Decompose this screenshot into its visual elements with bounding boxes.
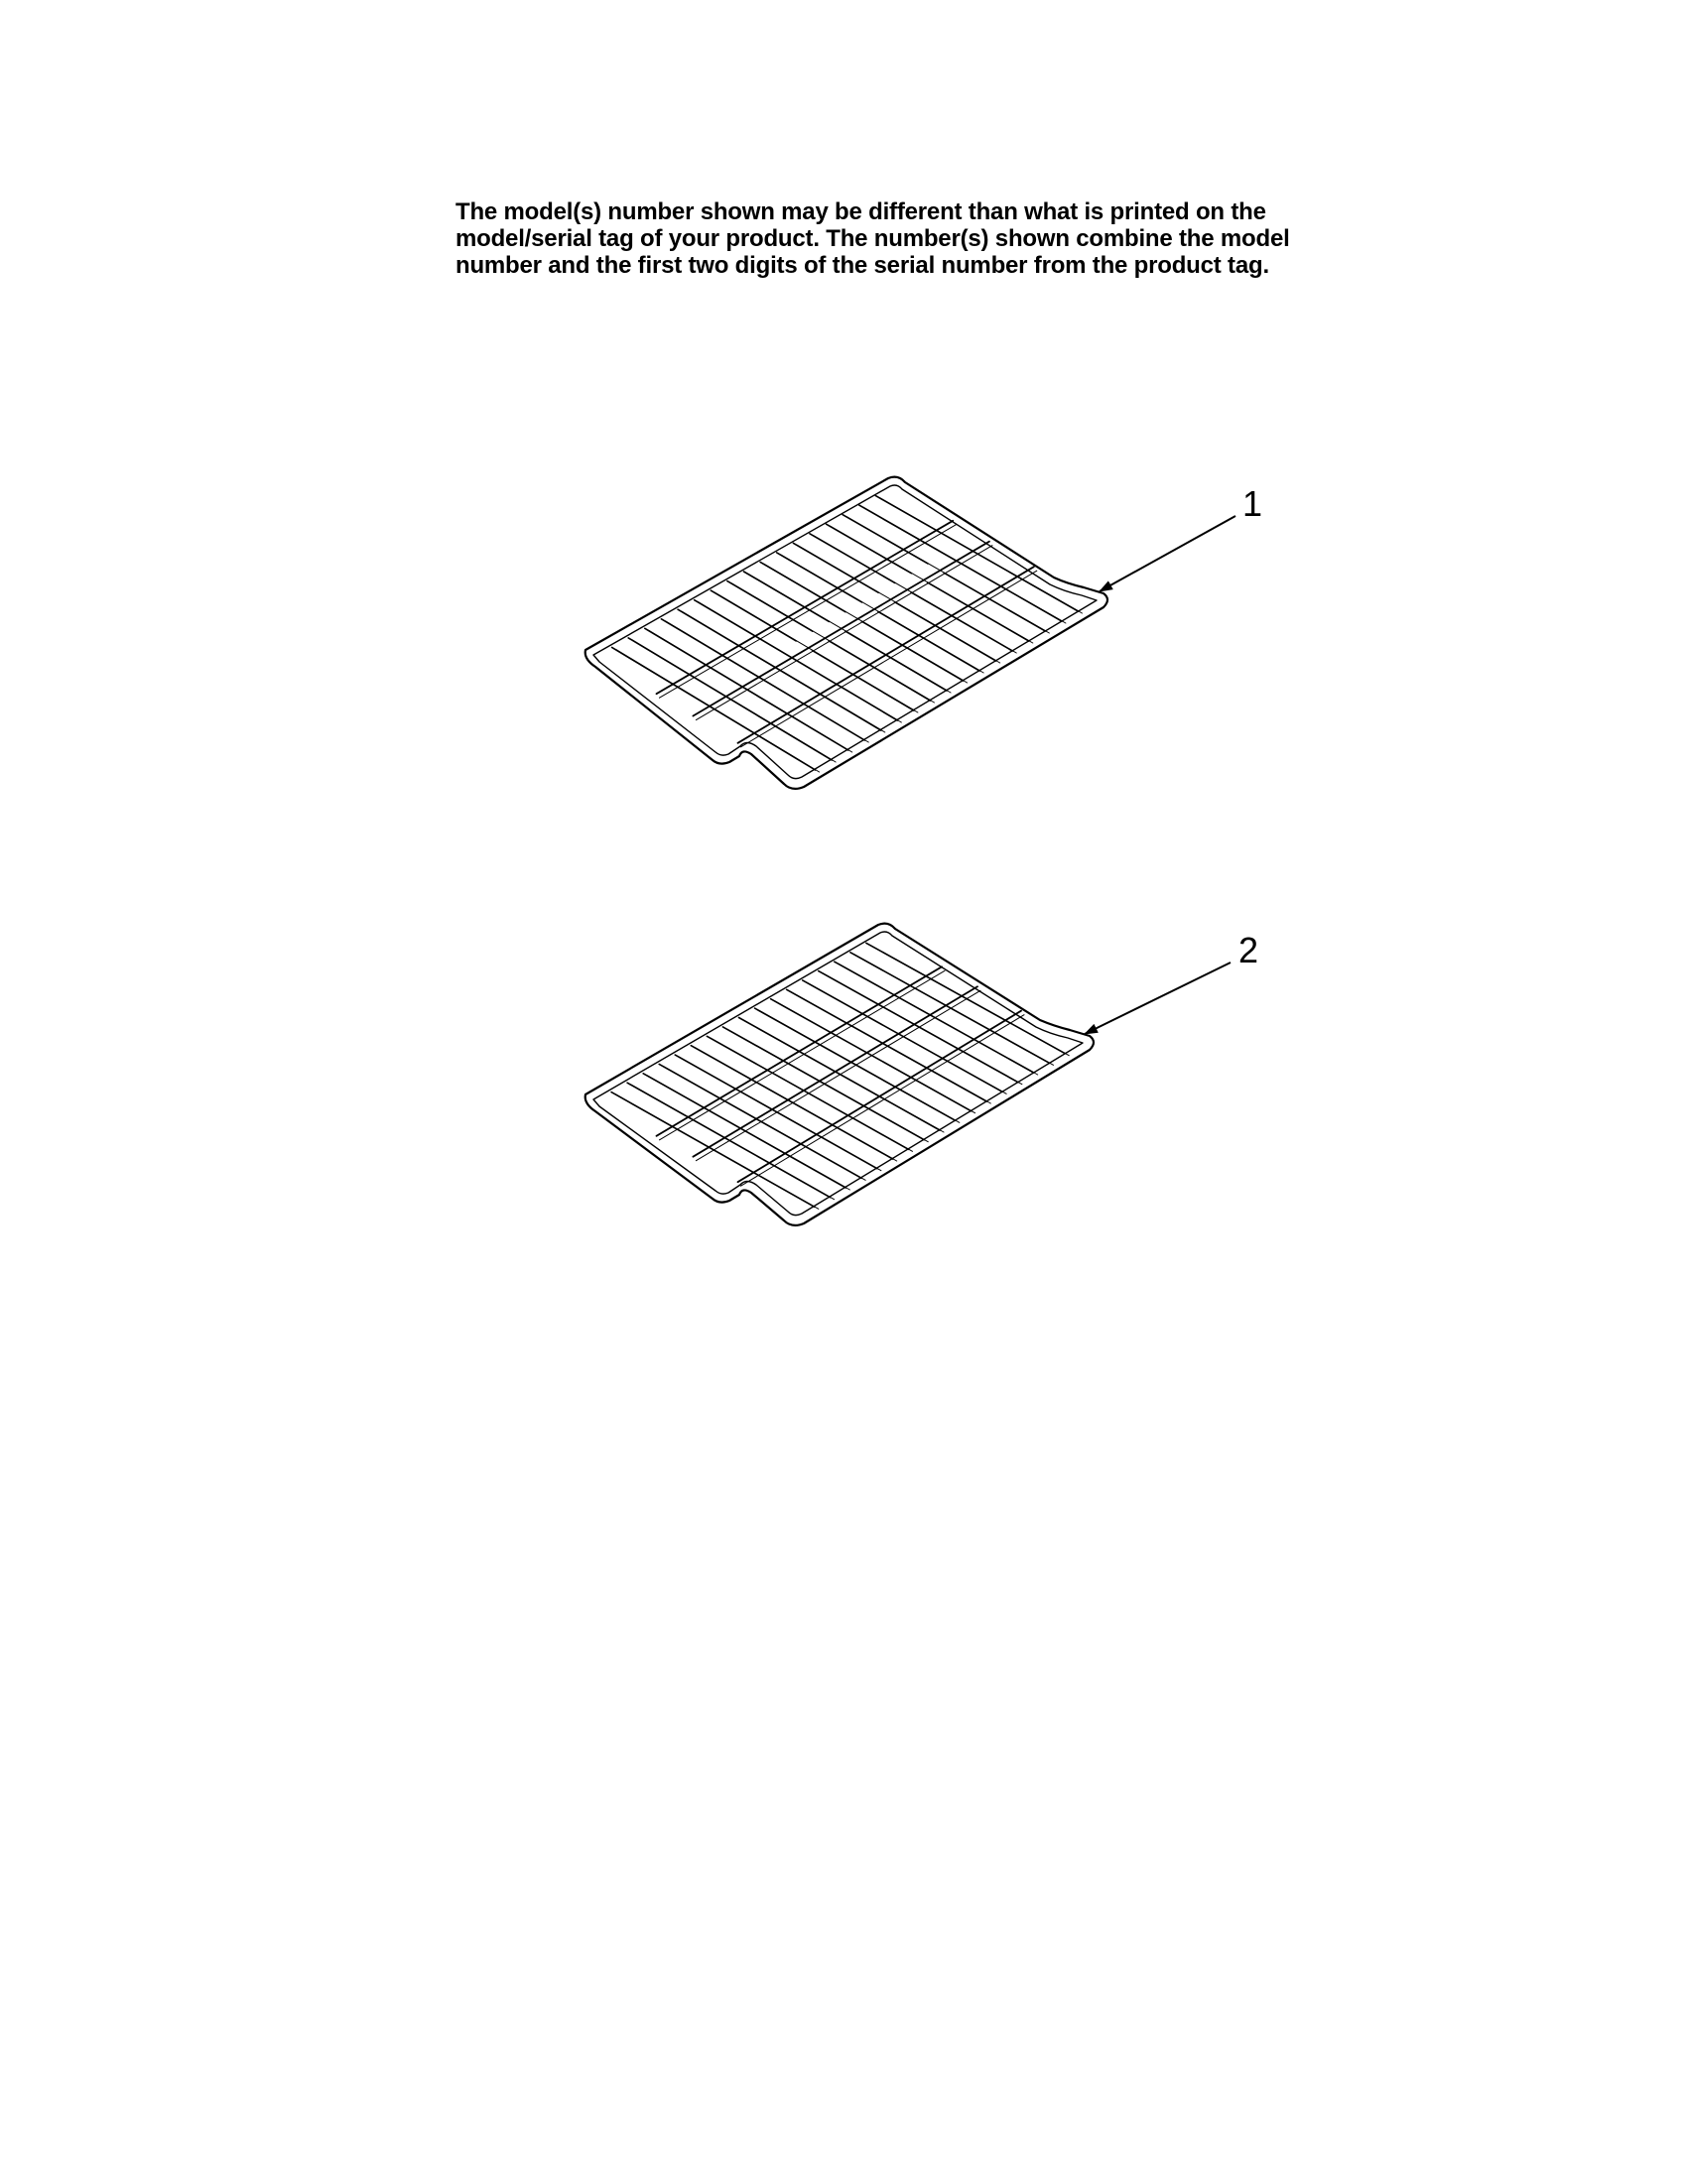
notice-line: model/serial tag of your product. The number(s) shown combine the model xyxy=(455,225,1290,252)
rack-wire-shadow xyxy=(764,564,967,683)
rack-wire-shadow xyxy=(748,574,952,693)
rack-crossbar-shadow xyxy=(660,970,946,1140)
rack-wire-shadow xyxy=(879,498,1082,613)
rack-wire-shadow xyxy=(797,545,999,663)
rack-crossbar-shadow xyxy=(696,990,980,1160)
leader-line-2 xyxy=(1085,963,1231,1034)
rack-crossbar-shadow xyxy=(741,1015,1025,1186)
rack-wire-shadow xyxy=(731,583,935,703)
callout-number-1: 1 xyxy=(1242,483,1263,524)
rack-1-illustration xyxy=(585,477,1107,789)
leader-line-1 xyxy=(1100,516,1235,591)
rack-wire-shadow xyxy=(714,592,918,712)
rack-crossbar xyxy=(657,966,943,1136)
rack-wire-shadow xyxy=(682,611,885,732)
rack-wire-shadow xyxy=(699,602,902,722)
rack-wire-shadow xyxy=(781,555,983,673)
callout-number-2: 2 xyxy=(1238,930,1259,970)
notice-line: number and the first two digits of the serial number from the product tag. xyxy=(455,252,1269,279)
rack-wire-shadow xyxy=(632,640,836,762)
notice-line: The model(s) number shown may be different than what is printed on the xyxy=(455,198,1266,225)
rack-2-illustration xyxy=(585,924,1094,1225)
rack-wire-shadow xyxy=(665,621,868,742)
